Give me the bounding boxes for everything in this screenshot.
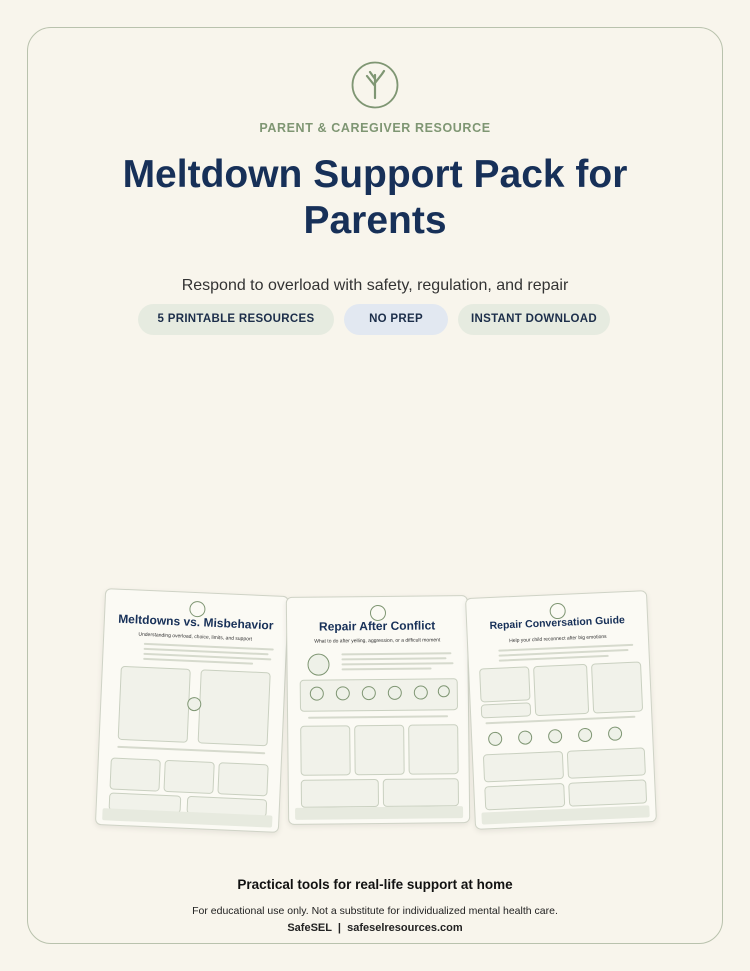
preview-title: Repair Conversation Guide	[489, 614, 626, 633]
brand-name: SafeSEL	[287, 922, 332, 934]
preview-subtitle: Help your child reconnect after big emotions	[509, 633, 607, 645]
brand-line	[0, 922, 750, 934]
brand-separator: |	[337, 922, 341, 934]
disclaimer: For educational use only. Not a substitute for individualized mental health care.	[192, 905, 558, 917]
preview-title: Meltdowns vs. Misbehavior	[117, 611, 274, 633]
tagline: Practical tools for real-life support at home	[237, 877, 513, 892]
sprout-icon	[351, 61, 399, 109]
page-subtitle: Respond to overload with safety, regulation, and repair	[181, 277, 569, 294]
preview-subtitle: Understanding overload, choice, limits, and support	[138, 631, 253, 643]
brand-site-link[interactable]: safeselresources.com	[347, 922, 463, 934]
preview-repair-after-conflict	[286, 595, 470, 825]
eyebrow-label: PARENT & CAREGIVER RESOURCE	[259, 121, 491, 135]
badge-printable-resources: 5 PRINTABLE RESOURCES	[138, 304, 334, 335]
preview-title: Repair After Conflict	[318, 618, 436, 634]
badge-instant-download: INSTANT DOWNLOAD	[458, 304, 610, 335]
badge-no-prep: NO PREP	[344, 304, 448, 335]
page-title: Meltdown Support Pack for Parents	[122, 153, 628, 242]
preview-meltdowns-vs-misbehavior	[95, 588, 289, 833]
preview-repair-conversation-guide	[465, 590, 657, 830]
preview-subtitle: What to do after yelling, aggression, or a difficult moment	[314, 637, 441, 645]
